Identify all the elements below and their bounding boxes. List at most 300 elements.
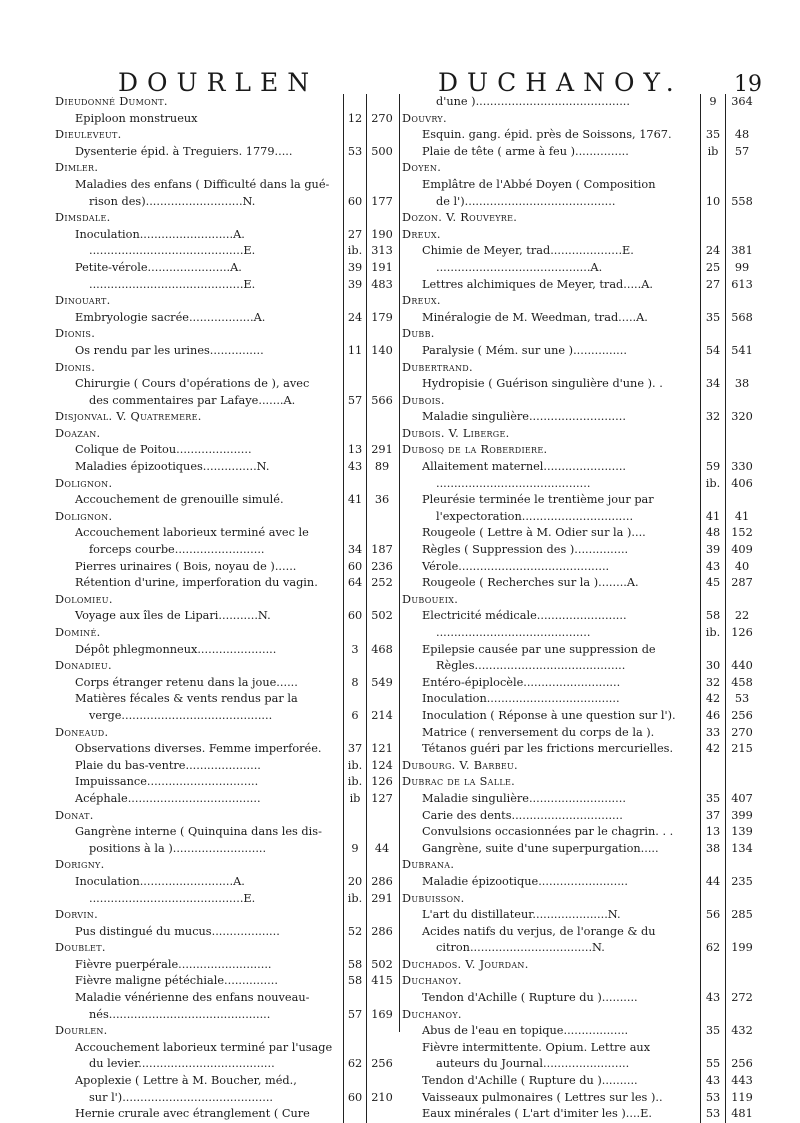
volume-number (700, 592, 725, 609)
page-reference: 127 (366, 791, 397, 808)
entry-text: Accouchement de grenouille simulé. (75, 493, 284, 507)
page-reference: 568 (725, 310, 758, 327)
column-separator (399, 94, 400, 1032)
index-heading (402, 442, 758, 459)
page-reference (725, 111, 758, 128)
entry-text: Os rendu par les urines............... (75, 343, 264, 357)
index-heading (55, 940, 397, 957)
page-reference (725, 210, 758, 227)
page-reference: 38 (725, 376, 758, 393)
page-reference: 558 (725, 194, 758, 211)
entry-text: Lettres alchimiques de Meyer, trad.....A. (422, 277, 653, 291)
page-reference: 415 (366, 973, 397, 990)
index-entry (55, 1056, 397, 1073)
page-reference: 541 (725, 343, 758, 360)
volume-number (700, 227, 725, 244)
volume-number: 32 (700, 675, 725, 692)
volume-number: 27 (700, 277, 725, 294)
entry-text: Dolignon. (55, 509, 113, 523)
volume-number: 27 (343, 227, 366, 244)
volume-number: 58 (343, 973, 366, 990)
page-reference: 443 (725, 1073, 758, 1090)
index-heading (55, 907, 397, 924)
volume-number (700, 442, 725, 459)
volume-number (343, 160, 366, 177)
page-reference: 36 (366, 492, 397, 509)
page-reference (725, 957, 758, 974)
entry-text: Impuissance............................... (75, 775, 259, 789)
volume-number (700, 360, 725, 377)
volume-number: 39 (700, 542, 725, 559)
index-entry (402, 127, 758, 144)
volume-number (343, 360, 366, 377)
entry-text: Maladie singulière........................... (422, 410, 626, 424)
volume-number (700, 326, 725, 343)
index-entry (402, 608, 758, 625)
volume-number: 34 (343, 542, 366, 559)
entry-text: citron..................................N. (436, 941, 605, 955)
volume-number: 52 (343, 924, 366, 941)
volume-number (343, 907, 366, 924)
page-reference: 613 (725, 277, 758, 294)
page-reference (725, 924, 758, 941)
index-heading (55, 808, 397, 825)
volume-number: ib. (700, 476, 725, 493)
index-heading (55, 725, 397, 742)
running-head-right: DUCHANOY. (438, 68, 683, 97)
volume-number: 8 (343, 675, 366, 692)
index-entry (55, 310, 397, 327)
volume-number (343, 509, 366, 526)
volume-number: 42 (700, 741, 725, 758)
volume-number: 57 (343, 1007, 366, 1024)
volume-number: 35 (700, 127, 725, 144)
index-entry (55, 542, 397, 559)
volume-number: 11 (343, 343, 366, 360)
page-reference (366, 210, 397, 227)
page-reference: 169 (366, 1007, 397, 1024)
index-entry (402, 990, 758, 1007)
volume-number: 64 (343, 575, 366, 592)
page-reference: 252 (366, 575, 397, 592)
volume-number: 48 (700, 525, 725, 542)
entry-text: Gangrène, suite d'une superpurgation..... (422, 841, 659, 855)
entry-text: Rougeole ( Lettre à M. Odier sur la ).... (422, 526, 646, 540)
entry-text: Fièvre maligne pétéchiale............... (75, 974, 278, 988)
entry-text: Electricité médicale......................... (422, 609, 627, 623)
volume-number (700, 642, 725, 659)
entry-text: Dionis. (55, 327, 96, 341)
index-entry (55, 758, 397, 775)
entry-text: Dubb. (402, 327, 435, 341)
page-reference (366, 127, 397, 144)
entry-text: Dorigny. (55, 858, 105, 872)
volume-number (700, 177, 725, 194)
page-reference: 40 (725, 559, 758, 576)
index-entry (55, 227, 397, 244)
entry-text: Dubosq de la Roberdiere. (402, 443, 548, 457)
page-reference: 53 (725, 691, 758, 708)
volume-number: 43 (700, 559, 725, 576)
page-reference (366, 1073, 397, 1090)
volume-number: 20 (343, 874, 366, 891)
page-reference (725, 891, 758, 908)
page-reference (366, 376, 397, 393)
entry-text: Petite-vérole.......................A. (75, 260, 242, 274)
volume-number (343, 525, 366, 542)
index-entry (402, 559, 758, 576)
index-entry (55, 177, 397, 194)
volume-number: 32 (700, 409, 725, 426)
volume-number (343, 1023, 366, 1040)
volume-number: 43 (343, 459, 366, 476)
index-heading (402, 592, 758, 609)
entry-text: Epilepsie causée par une suppression de (422, 642, 656, 656)
index-heading (402, 360, 758, 377)
volume-number: 6 (343, 708, 366, 725)
entry-text: Règles.......................................... (436, 659, 626, 673)
entry-text: Paralysie ( Mém. sur une )............... (422, 343, 627, 357)
entry-text: Dimsdale. (55, 211, 111, 225)
index-entry (402, 575, 758, 592)
page-reference (725, 1040, 758, 1057)
page-reference: 179 (366, 310, 397, 327)
volume-number: 24 (343, 310, 366, 327)
volume-number: 37 (700, 808, 725, 825)
page-reference (366, 326, 397, 343)
volume-number (343, 1106, 366, 1123)
volume-number: 9 (343, 841, 366, 858)
page-reference (366, 592, 397, 609)
index-heading (55, 94, 397, 111)
volume-number: 55 (700, 1056, 725, 1073)
entry-text: Gangrène interne ( Quinquina dans les dis- (75, 825, 322, 839)
entry-text: Esquin. gang. épid. près de Soissons, 1767. (422, 128, 672, 142)
entry-text: Corps étranger retenu dans la joue...... (75, 675, 298, 689)
index-entry (402, 874, 758, 891)
index-heading (55, 625, 397, 642)
entry-text: ........................................... (436, 476, 591, 490)
page-reference (725, 642, 758, 659)
page-reference: 432 (725, 1023, 758, 1040)
page-reference: 458 (725, 675, 758, 692)
index-entry (55, 973, 397, 990)
volume-number (343, 127, 366, 144)
index-entry (402, 144, 758, 161)
entry-text: ...........................................E. (89, 244, 256, 258)
entry-text: Matrice ( renversement du corps de la ). (422, 725, 655, 739)
page-reference: 409 (725, 542, 758, 559)
volume-number (343, 409, 366, 426)
index-entry (402, 725, 758, 742)
index-entry (55, 891, 397, 908)
volume-number: 41 (343, 492, 366, 509)
index-heading (55, 658, 397, 675)
entry-text: Dubertrand. (402, 360, 473, 374)
page-reference (366, 360, 397, 377)
entry-text: Entéro-épiplocèle........................... (422, 675, 621, 689)
volume-number: 33 (700, 725, 725, 742)
page-reference: 89 (366, 459, 397, 476)
volume-number: 58 (343, 957, 366, 974)
entry-text: du levier...................................... (89, 1057, 275, 1071)
index-entry (402, 376, 758, 393)
entry-text: Doneaud. (55, 725, 109, 739)
volume-number: 39 (343, 260, 366, 277)
volume-number (343, 1040, 366, 1057)
index-entry (402, 476, 758, 493)
page-reference: 481 (725, 1106, 758, 1123)
page-reference (366, 1023, 397, 1040)
entry-text: Dreux. (402, 227, 441, 241)
volume-number: 54 (700, 343, 725, 360)
page-reference (366, 658, 397, 675)
volume-number: ib (343, 791, 366, 808)
page-reference: 407 (725, 791, 758, 808)
entry-text: Apoplexie ( Lettre à M. Boucher, méd., (75, 1074, 297, 1088)
entry-text: Chirurgie ( Cours d'opérations de ), avec (75, 377, 310, 391)
page-reference: 364 (725, 94, 758, 111)
volume-number (343, 476, 366, 493)
page-reference: 285 (725, 907, 758, 924)
index-entry (55, 1073, 397, 1090)
index-entry (402, 642, 758, 659)
index-entry (402, 260, 758, 277)
index-heading (402, 1007, 758, 1024)
volume-number (700, 957, 725, 974)
index-entry (55, 1090, 397, 1107)
entry-text: ...........................................E. (89, 277, 256, 291)
entry-text: Matières fécales & vents rendus par la (75, 692, 298, 706)
entry-text: Maladies des enfans ( Difficulté dans la gué- (75, 177, 330, 191)
volume-number: 34 (700, 376, 725, 393)
index-entry (55, 343, 397, 360)
entry-text: Rougeole ( Recherches sur la )........A. (422, 576, 639, 590)
index-entry (402, 509, 758, 526)
entry-text: ...........................................A. (436, 260, 603, 274)
volume-number: 53 (700, 1106, 725, 1123)
page-reference: 48 (725, 127, 758, 144)
volume-number: 35 (700, 310, 725, 327)
index-entry (55, 691, 397, 708)
index-heading (402, 326, 758, 343)
index-entry (55, 393, 397, 410)
index-entry (55, 824, 397, 841)
index-heading (402, 774, 758, 791)
volume-number (700, 1040, 725, 1057)
index-entry (402, 492, 758, 509)
index-heading (402, 293, 758, 310)
volume-number: 10 (700, 194, 725, 211)
volume-number: 56 (700, 907, 725, 924)
page-reference: 139 (725, 824, 758, 841)
index-heading (55, 326, 397, 343)
page-reference: 500 (366, 144, 397, 161)
volume-number (343, 177, 366, 194)
page-reference: 287 (725, 575, 758, 592)
volume-number (343, 808, 366, 825)
index-entry (55, 144, 397, 161)
index-entry (55, 1040, 397, 1057)
page-reference: 256 (725, 708, 758, 725)
index-entry (55, 111, 397, 128)
running-header (0, 0, 800, 96)
entry-text: Eaux minérales ( L'art d'imiter les )....E. (422, 1107, 652, 1121)
entry-text: Duboueix. (402, 592, 459, 606)
page-reference (366, 725, 397, 742)
index-entry (402, 310, 758, 327)
entry-text: Pierres urinaires ( Bois, noyau de )...... (75, 559, 297, 573)
entry-text: Doazan. (55, 426, 101, 440)
index-entry (402, 94, 758, 111)
index-heading (55, 409, 397, 426)
entry-text: Vaisseaux pulmonaires ( Lettres sur les ).. (422, 1090, 663, 1104)
entry-text: Dominé. (55, 626, 101, 639)
page-reference (725, 227, 758, 244)
page-reference (725, 393, 758, 410)
volume-number: 37 (343, 741, 366, 758)
page-reference (366, 94, 397, 111)
page-reference (366, 476, 397, 493)
page-reference (366, 907, 397, 924)
volume-number: 43 (700, 990, 725, 1007)
page-reference (725, 1007, 758, 1024)
index-entry (55, 741, 397, 758)
index-entry (55, 525, 397, 542)
entry-text: forceps courbe......................... (89, 543, 265, 557)
page-reference (366, 1106, 397, 1123)
entry-text: Disjonval. V. Quatremere. (55, 410, 202, 424)
index-entry (402, 1056, 758, 1073)
index-heading (402, 111, 758, 128)
page-reference: 22 (725, 608, 758, 625)
volume-number: 13 (700, 824, 725, 841)
page-reference: 502 (366, 608, 397, 625)
index-entry (402, 708, 758, 725)
page-reference: 502 (366, 957, 397, 974)
page-reference: 406 (725, 476, 758, 493)
volume-number: 44 (700, 874, 725, 891)
entry-text: Carie des dents............................... (422, 808, 623, 822)
page-reference (366, 409, 397, 426)
entry-text: Duchanoy. (402, 974, 462, 988)
page-reference (366, 160, 397, 177)
entry-text: Epiploon monstrueux (75, 111, 198, 125)
page-reference (366, 940, 397, 957)
entry-text: Doublet. (55, 941, 106, 955)
entry-text: de l').......................................... (436, 194, 616, 208)
entry-text: Donat. (55, 808, 94, 822)
entry-text: L'art du distillateur.....................N. (422, 908, 621, 922)
entry-text: Douvry. (402, 111, 447, 125)
index-entry (402, 1090, 758, 1107)
page-reference: 236 (366, 559, 397, 576)
page-reference (366, 177, 397, 194)
page-reference (725, 492, 758, 509)
entry-text: Inoculation..................................... (422, 692, 620, 706)
entry-text: Dubrac de la Salle. (402, 775, 515, 789)
index-entry (55, 376, 397, 393)
index-entry (402, 343, 758, 360)
index-entry (402, 841, 758, 858)
entry-text: Maladie singulière........................... (422, 791, 626, 805)
volume-number (343, 592, 366, 609)
entry-text: Dubrana. (402, 858, 455, 872)
index-entry (402, 1023, 758, 1040)
index-entry (55, 708, 397, 725)
volume-number: ib. (343, 758, 366, 775)
volume-number: 62 (343, 1056, 366, 1073)
index-heading (402, 160, 758, 177)
index-entry (402, 824, 758, 841)
index-heading (55, 857, 397, 874)
page-reference: 191 (366, 260, 397, 277)
page-reference: 256 (725, 1056, 758, 1073)
index-heading (55, 476, 397, 493)
page-reference (725, 973, 758, 990)
page-number: 19 (734, 72, 762, 97)
volume-number: ib. (700, 625, 725, 642)
page-reference: 214 (366, 708, 397, 725)
index-entry (402, 542, 758, 559)
left-index-column (55, 94, 397, 1121)
volume-number (700, 891, 725, 908)
entry-text: Maladies épizootiques...............N. (75, 460, 270, 474)
volume-number (700, 924, 725, 941)
index-heading (402, 957, 758, 974)
entry-text: des commentaires par Lafaye.......A. (89, 393, 296, 407)
page-reference: 215 (725, 741, 758, 758)
entry-text: ...........................................E. (89, 891, 256, 905)
volume-number: 45 (700, 575, 725, 592)
page-reference: 140 (366, 343, 397, 360)
index-entry (402, 277, 758, 294)
entry-text: Dubourg. V. Barbeu. (402, 758, 518, 772)
page-reference (366, 625, 397, 642)
page-reference (725, 758, 758, 775)
volume-number (700, 426, 725, 443)
entry-text: Emplâtre de l'Abbé Doyen ( Composition (422, 177, 656, 191)
entry-text: Plaie de tête ( arme à feu )............... (422, 144, 629, 158)
entry-text: Convulsions occasionnées par le chagrin. . . (422, 825, 674, 839)
entry-text: l'expectoration............................... (436, 509, 634, 523)
index-heading (55, 210, 397, 227)
entry-text: Acéphale..................................... (75, 791, 261, 805)
page-reference (366, 293, 397, 310)
volume-number (343, 210, 366, 227)
entry-text: Tétanos guéri par les frictions mercurielles. (422, 742, 674, 756)
page-reference: 41 (725, 509, 758, 526)
entry-text: Abus de l'eau en topique.................. (422, 1024, 629, 1038)
volume-number (343, 725, 366, 742)
volume-number: 60 (343, 559, 366, 576)
index-heading (402, 210, 758, 227)
page-reference: 177 (366, 194, 397, 211)
entry-text: Plaie du bas-ventre..................... (75, 758, 261, 772)
page-reference: 320 (725, 409, 758, 426)
volume-number: 57 (343, 393, 366, 410)
volume-number (343, 94, 366, 111)
page-reference (725, 326, 758, 343)
entry-text: verge.......................................... (89, 708, 273, 722)
entry-text: Accouchement laborieux terminé par l'usage (75, 1040, 333, 1054)
index-entry (402, 625, 758, 642)
volume-number: 46 (700, 708, 725, 725)
volume-number (343, 1073, 366, 1090)
index-heading (55, 360, 397, 377)
index-entry (55, 492, 397, 509)
page-reference: 134 (725, 841, 758, 858)
